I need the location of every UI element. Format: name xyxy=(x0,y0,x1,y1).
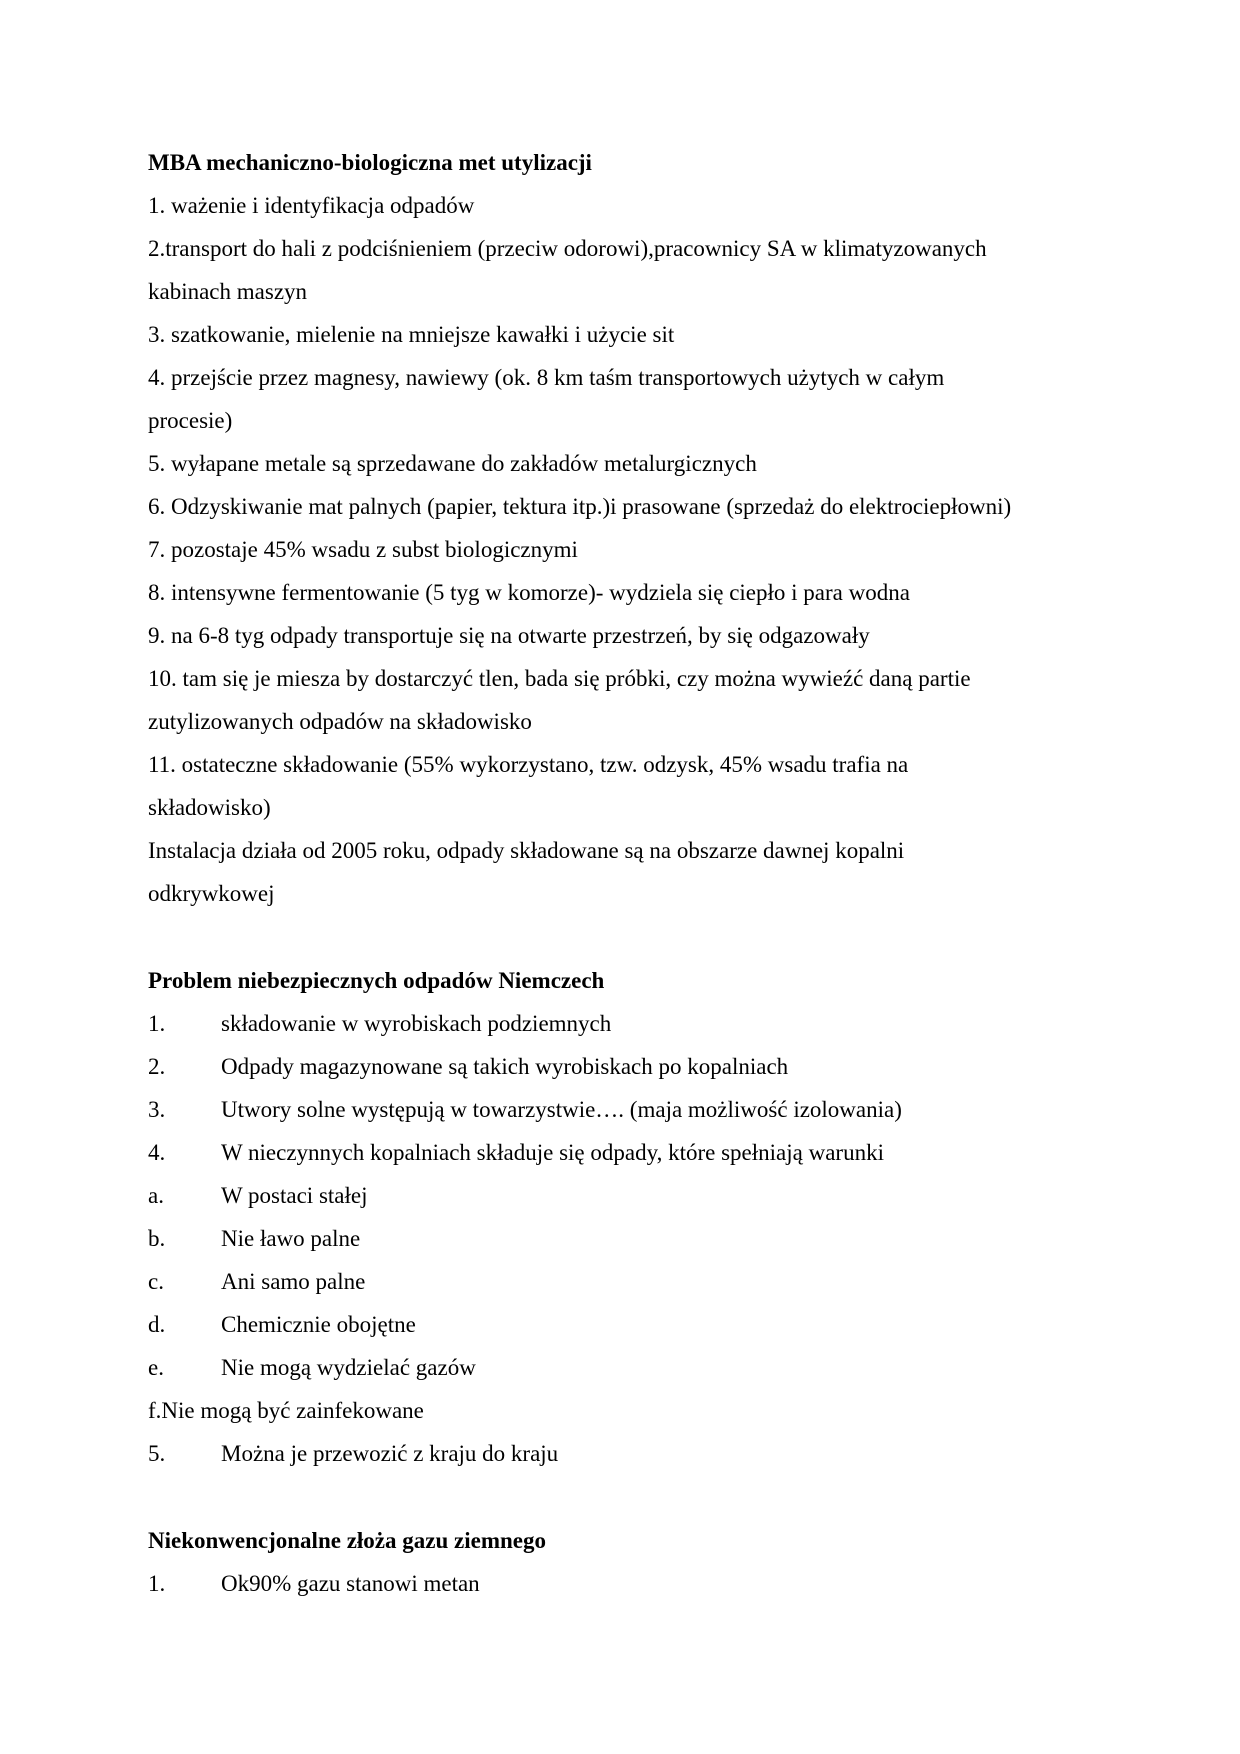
list-item-number: 2. xyxy=(148,1054,166,1079)
list-item-number: 4. xyxy=(148,1140,166,1165)
list-item-text: W postaci stałej xyxy=(221,1183,368,1208)
paragraph-line: 6. Odzyskiwanie mat palnych (papier, tektura itp.)i prasowane (sprzedaż do elektrociepłowni) xyxy=(148,494,1012,519)
list-item-text: Odpady magazynowane są takich wyrobiskach po kopalniach xyxy=(221,1054,789,1079)
list-item-text: Utwory solne występują w towarzystwie…. (maja możliwość izolowania) xyxy=(221,1097,902,1122)
list-item-text: Ok90% gazu stanowi metan xyxy=(221,1571,480,1596)
list-item-text: Chemicznie obojętne xyxy=(221,1312,416,1337)
list-item-text: Można je przewozić z kraju do kraju xyxy=(221,1441,559,1466)
section-heading-gas: Niekonwencjonalne złoża gazu ziemnego xyxy=(148,1528,546,1553)
list-item-letter: a. xyxy=(148,1183,164,1208)
list-item-text: Ani samo palne xyxy=(221,1269,366,1294)
paragraph-line: 3. szatkowanie, mielenie na mniejsze kawałki i użycie sit xyxy=(148,322,675,347)
section-heading-hazardous: Problem niebezpiecznych odpadów Niemczech xyxy=(148,968,605,993)
paragraph-line: 11. ostateczne składowanie (55% wykorzystano, tzw. odzysk, 45% wsadu trafia na xyxy=(148,752,909,777)
list-item-number: 5. xyxy=(148,1441,166,1466)
paragraph-line: 7. pozostaje 45% wsadu z subst biologicznymi xyxy=(148,537,578,562)
paragraph-line: procesie) xyxy=(148,408,233,433)
paragraph-line: 5. wyłapane metale są sprzedawane do zakładów metalurgicznych xyxy=(148,451,757,476)
paragraph-line: 2.transport do hali z podciśnieniem (przeciw odorowi),pracownicy SA w klimatyzowanych xyxy=(148,236,987,261)
paragraph-line: 10. tam się je miesza by dostarczyć tlen, bada się próbki, czy można wywieźć daną partie xyxy=(148,666,971,691)
paragraph-line: odkrywkowej xyxy=(148,881,275,906)
list-item-number: 1. xyxy=(148,1011,166,1036)
paragraph-line: zutylizowanych odpadów na składowisko xyxy=(148,709,532,734)
paragraph-line: kabinach maszyn xyxy=(148,279,308,304)
paragraph-line: f.Nie mogą być zainfekowane xyxy=(148,1398,424,1423)
list-item-text: Nie mogą wydzielać gazów xyxy=(221,1355,476,1380)
list-item-number: 1. xyxy=(148,1571,166,1596)
list-item-letter: d. xyxy=(148,1312,166,1337)
list-item-letter: b. xyxy=(148,1226,166,1251)
section-heading-mba: MBA mechaniczno-biologiczna met utylizacji xyxy=(148,150,592,175)
paragraph-line: 1. ważenie i identyfikacja odpadów xyxy=(148,193,475,218)
list-item-text: Nie ławo palne xyxy=(221,1226,361,1251)
list-item-text: składowanie w wyrobiskach podziemnych xyxy=(221,1011,612,1036)
list-item-text: W nieczynnych kopalniach składuje się odpady, które spełniają warunki xyxy=(221,1140,884,1165)
paragraph-line: składowisko) xyxy=(148,795,271,820)
paragraph-line: 4. przejście przez magnesy, nawiewy (ok. 8 km taśm transportowych użytych w całym xyxy=(148,365,945,390)
list-item-letter: e. xyxy=(148,1355,164,1380)
paragraph-line: 9. na 6-8 tyg odpady transportuje się na otwarte przestrzeń, by się odgazowały xyxy=(148,623,870,648)
paragraph-line: 8. intensywne fermentowanie (5 tyg w komorze)- wydziela się ciepło i para wodna xyxy=(148,580,910,605)
list-item-number: 3. xyxy=(148,1097,166,1122)
list-item-letter: c. xyxy=(148,1269,164,1294)
paragraph-line: Instalacja działa od 2005 roku, odpady składowane są na obszarze dawnej kopalni xyxy=(148,838,905,863)
